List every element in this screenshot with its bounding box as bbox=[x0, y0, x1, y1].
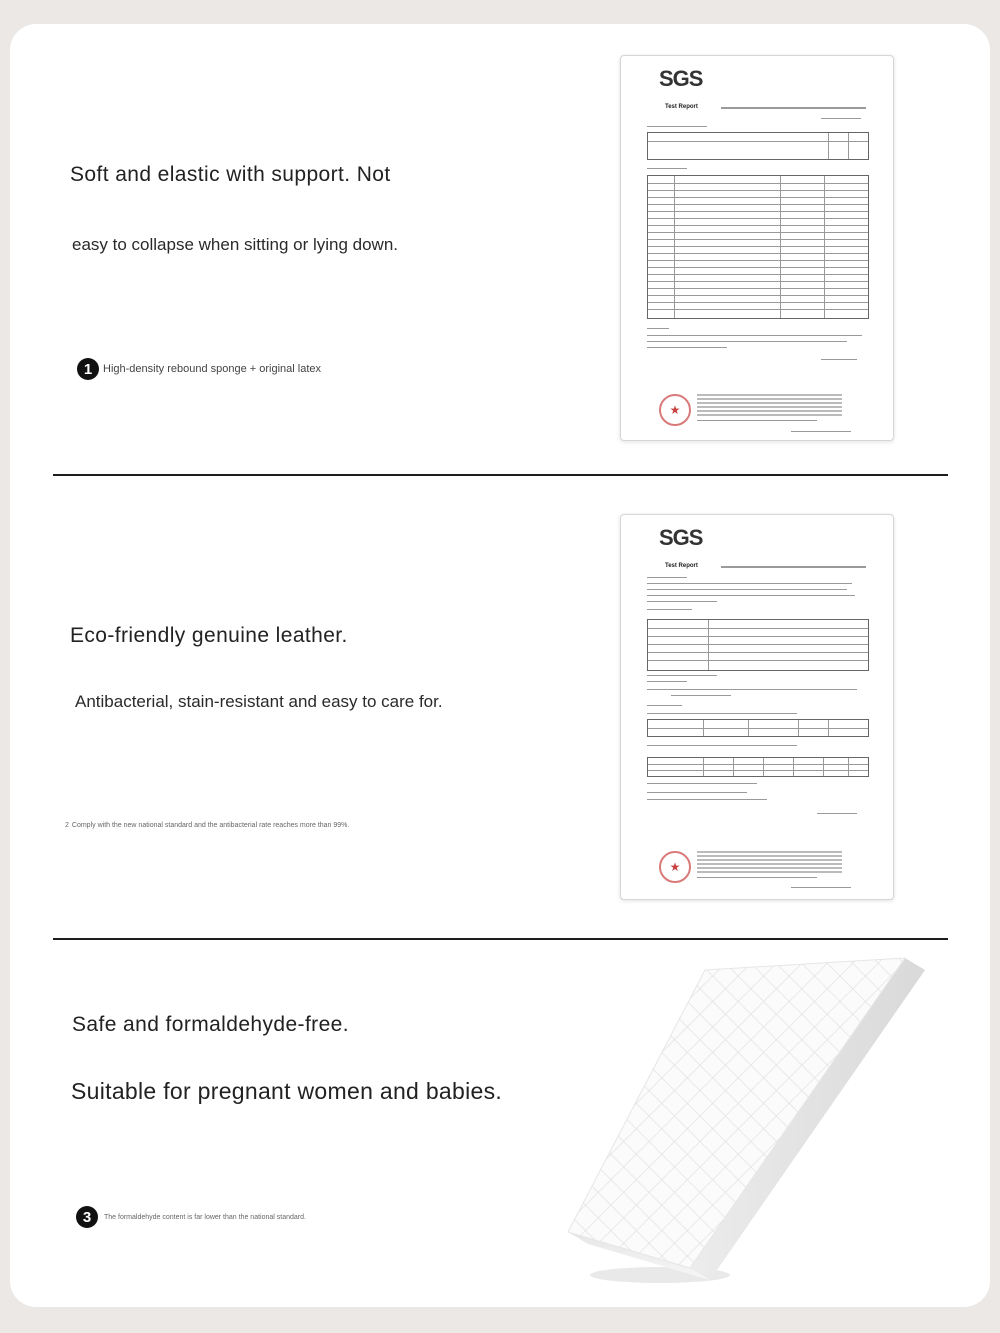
doc-line bbox=[817, 813, 857, 814]
section3-subline: Suitable for pregnant women and babies. bbox=[71, 1078, 503, 1104]
doc-line bbox=[647, 168, 687, 169]
section2-subline: Antibacterial, stain-resistant and easy to care for. bbox=[75, 692, 443, 711]
section1-headline: Soft and elastic with support. Not bbox=[70, 163, 391, 186]
doc-header-line bbox=[721, 107, 866, 109]
doc-line bbox=[647, 577, 687, 578]
section1-note bbox=[77, 358, 321, 380]
doc-line bbox=[697, 420, 817, 421]
doc-table-2 bbox=[647, 175, 869, 319]
doc-line bbox=[821, 118, 861, 119]
doc-line bbox=[647, 595, 855, 596]
doc-line bbox=[697, 877, 817, 878]
doc-line bbox=[647, 792, 747, 793]
doc-line bbox=[647, 713, 797, 714]
numbered-circle-icon: 2 bbox=[65, 822, 69, 829]
doc-line bbox=[671, 695, 731, 696]
certification-seal-icon: ★ bbox=[659, 851, 691, 883]
doc-line bbox=[791, 887, 851, 888]
doc-line bbox=[647, 705, 682, 706]
doc-table-1 bbox=[647, 619, 869, 671]
doc-line bbox=[647, 126, 707, 127]
section2-note bbox=[65, 822, 349, 829]
doc-title: Test Report bbox=[665, 104, 698, 110]
doc-line bbox=[821, 359, 857, 360]
doc-line bbox=[647, 347, 727, 348]
doc-line bbox=[647, 341, 847, 342]
doc-line bbox=[647, 583, 852, 584]
numbered-circle-icon: 1 bbox=[77, 358, 99, 380]
doc-title: Test Report bbox=[665, 563, 698, 569]
doc-line bbox=[647, 745, 797, 746]
sgs-report-document-2 bbox=[620, 514, 894, 900]
doc-line bbox=[647, 328, 669, 329]
section-divider-1 bbox=[53, 474, 948, 476]
doc-line bbox=[791, 431, 851, 432]
doc-line bbox=[647, 335, 862, 336]
doc-line bbox=[647, 783, 757, 784]
doc-line bbox=[647, 681, 687, 682]
mattress-image bbox=[560, 950, 940, 1290]
certification-seal-icon: ★ bbox=[659, 394, 691, 426]
mattress-illustration bbox=[560, 950, 940, 1290]
doc-header-line bbox=[721, 566, 866, 568]
sgs-logo: SGS bbox=[659, 66, 703, 91]
doc-line bbox=[647, 609, 692, 610]
doc-table-3 bbox=[647, 757, 869, 777]
section2-headline: Eco-friendly genuine leather. bbox=[70, 624, 348, 647]
numbered-circle-icon: 3 bbox=[76, 1206, 98, 1228]
doc-table-2 bbox=[647, 719, 869, 737]
doc-line bbox=[647, 799, 767, 800]
doc-line bbox=[647, 689, 857, 690]
doc-line bbox=[647, 675, 717, 676]
section1-subline: easy to collapse when sitting or lying down. bbox=[72, 235, 399, 254]
section1-note-text: High-density rebound sponge + original latex bbox=[103, 363, 322, 375]
section-divider-2 bbox=[53, 938, 948, 940]
section3-headline: Safe and formaldehyde-free. bbox=[72, 1013, 349, 1036]
doc-table-1 bbox=[647, 132, 869, 160]
section2-note-text: Comply with the new national standard and the antibacterial rate reaches more than 99%. bbox=[71, 822, 350, 829]
doc-footer-text bbox=[697, 394, 842, 416]
doc-line bbox=[647, 589, 847, 590]
doc-line bbox=[647, 601, 717, 602]
doc-footer-text bbox=[697, 851, 842, 873]
sgs-report-document-1 bbox=[620, 55, 894, 441]
section3-note bbox=[76, 1206, 306, 1228]
section3-note-text: The formaldehyde content is far lower than the national standard. bbox=[104, 1213, 306, 1221]
sgs-logo: SGS bbox=[659, 525, 703, 550]
